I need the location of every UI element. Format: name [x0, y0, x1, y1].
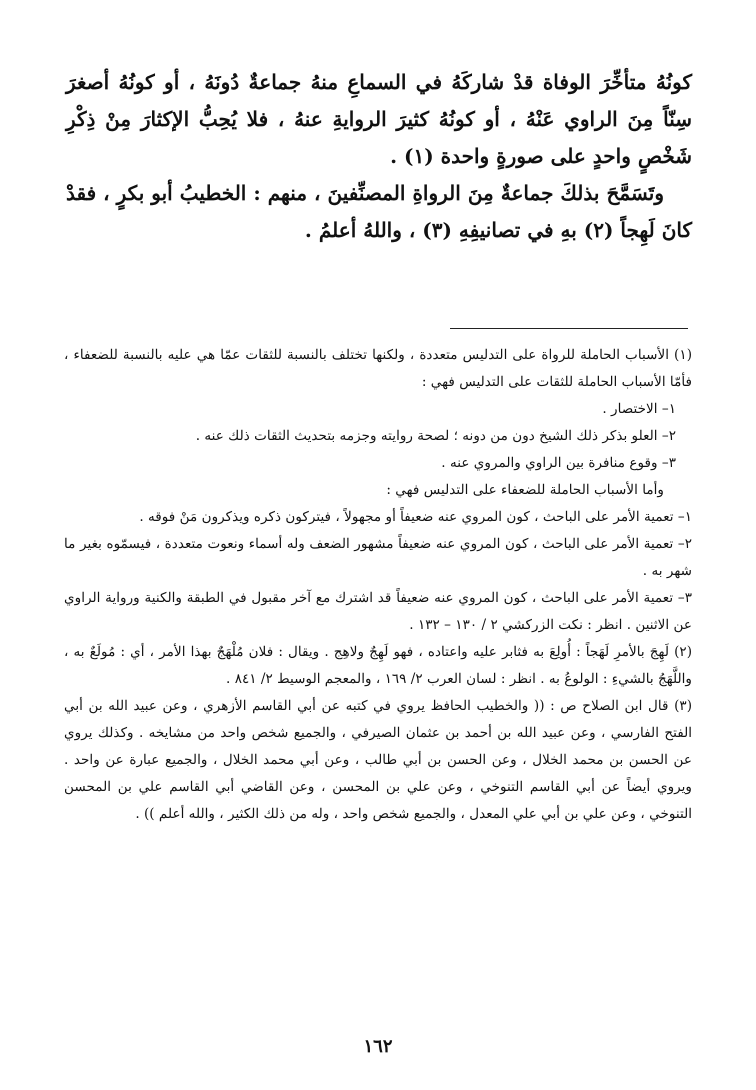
footnote-1: (١) الأسباب الحاملة للرواة على التدليس متعددة ، ولكنها تختلف بالنسبة للثقات عمّا هي عليه بالنسبة للضعفاء ، فأمّا الأسباب الحاملة للثقات على التدليس فهي :	[64, 347, 692, 390]
footnote-1-item-1: ١– الاختصار .	[602, 401, 676, 417]
footnote-1-item-3: ٣– وقوع منافرة بين الراوي والمروي عنه .	[441, 455, 676, 471]
footnote-1-weak-item-1: ١– تعمية الأمر على الباحث ، كون المروي عنه ضعيفاً أو مجهولاً ، فيتركون ذكره ويذكرون مَنْ فوقه .	[139, 509, 692, 525]
footnote-1-weak-item-3: ٣– تعمية الأمر على الباحث ، كون المروي عنه ضعيفاً قد اشترك مع آخر مقبول في الطبقة والكنية ورواية الراوي عن الاثنين . انظر : نكت الزركشي ٢ / ١٣٠ – ١٣٢ .	[64, 590, 692, 633]
footnote-2: (٢) لَهِجَ بالأمرِ لَهَجاً : أُولِعَ به فثابر عليه واعتاده ، فهو لَهِجٌ ولاهِج . ويقال : فلان مُلْهَجٌ بهذا الأمر ، أي : مُولَعٌ به ، واللَّهَجُ بالشيءِ : الولوعُ به . انظر : لسان العرب ٢/ ١٦٩ ، والمعجم الوسيط ٢/ ٨٤١ .	[64, 644, 692, 687]
footnotes	[64, 342, 692, 828]
page-number: ١٦٢	[363, 1036, 393, 1057]
main-paragraph-2: وتَسَمَّحَ بذلكَ جماعةٌ مِنَ الرواةِ المصنِّفينَ ، منهم : الخطيبُ أبو بكرٍ ، فقدْ كانَ لَهِجاً (٢) بهِ في تصانيفِهِ (٣) ، واللهُ أعلمُ .	[66, 181, 692, 242]
footnote-1-weak-intro: وأما الأسباب الحاملة للضعفاء على التدليس فهي :	[386, 482, 664, 498]
footnote-3: (٣) قال ابن الصلاح ص : (( والخطيب الحافظ يروي في كتبه عن أبي القاسم الأزهري ، وعن عبيد الله بن أبي الفتح الفارسي ، وعن عبيد الله بن أحمد بن عثمان الصيرفي ، والجميع شخص واحد من مشايخه . وكذلك يروي عن الحسن بن محمد الخلال ، وعن الحسن بن أبي طالب ، وعن أبي محمد الخلال ، والجميع عبارة عن واحد . ويروي أيضاً عن أبي القاسم التنوخي ، وعن علي بن المحسن ، وعن القاضي أبي القاسم علي بن المحسن التنوخي ، وعن علي بن أبي علي المعدل ، والجميع شخص واحد ، وله من ذلك الكثير ، والله أعلم )) .	[64, 698, 692, 822]
footnote-1-item-2: ٢– العلو بذكر ذلك الشيخ دون من دونه ؛ لصحة روايته وجزمه بتحديث الثقات ذلك عنه .	[195, 428, 676, 444]
footnote-separator	[450, 328, 688, 329]
main-paragraph-1: كونُهُ متأخِّرَ الوفاة قدْ شاركَهُ في السماعِ منهُ جماعةٌ دُونَهُ ، أو كونُهُ أصغرَ سِنّاً مِنَ الراوي عَنْهُ ، أو كونُهُ كثيرَ الروايةِ عنهُ ، فلا يُحِبُّ الإكثارَ مِنْ ذِكْرِ شَخْصٍ واحدٍ على صورةٍ واحدة (١) .	[66, 70, 692, 168]
main-text	[66, 64, 692, 249]
footnote-1-weak-item-2: ٢– تعمية الأمر على الباحث ، كون المروي عنه ضعيفاً مشهور الضعف وله أسماء ونعوت متعددة ، فيسمّوه بغير ما شهر به .	[64, 536, 692, 579]
